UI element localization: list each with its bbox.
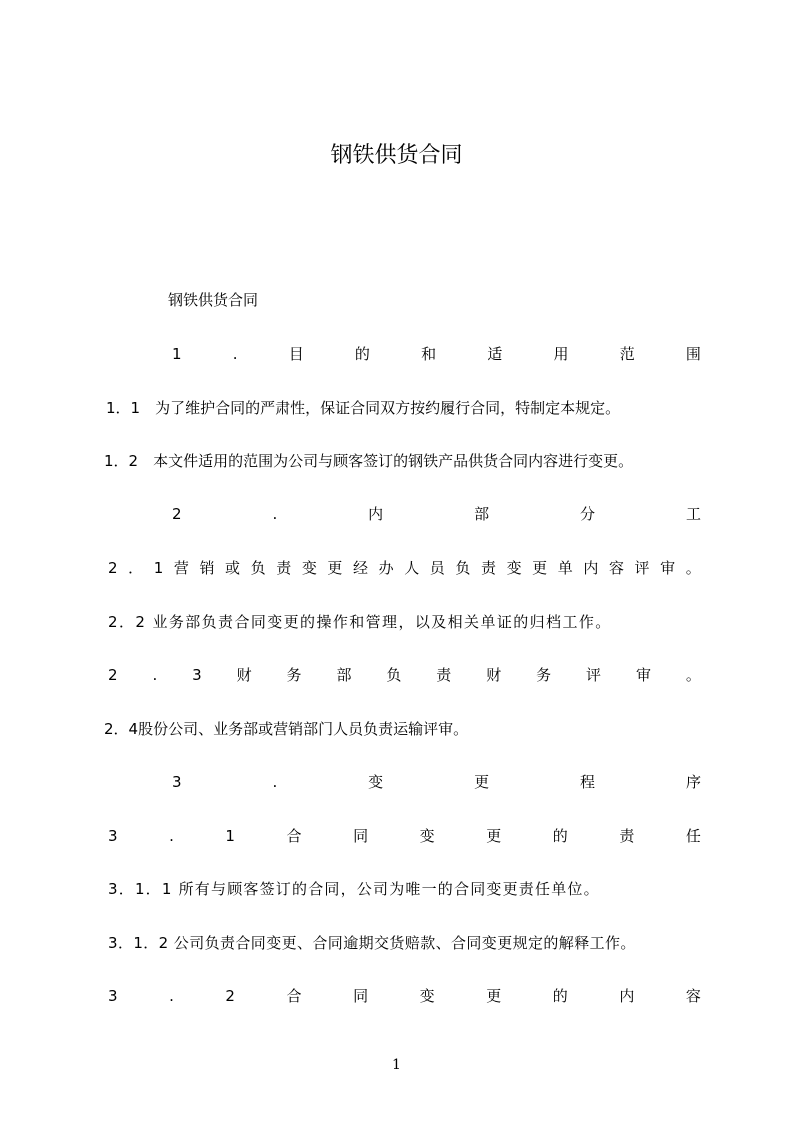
spaced-glyph: 目: [288, 345, 304, 363]
spaced-glyph: 3: [192, 666, 202, 684]
clause-1-1: 1．1 为了维护合同的严肃性，保证合同双方按约履行合同，特制定本规定。: [106, 399, 621, 417]
spaced-glyph: 。: [685, 666, 701, 684]
spaced-glyph: .: [232, 345, 238, 363]
spaced-glyph: 2: [108, 666, 118, 684]
spaced-glyph: 容: [608, 559, 624, 577]
spaced-glyph: 评: [586, 666, 602, 684]
spaced-glyph: 序: [685, 773, 701, 791]
clause-3-1: [108, 825, 701, 847]
spaced-glyph: 部: [336, 666, 352, 684]
spaced-glyph: 负: [250, 559, 266, 577]
spaced-glyph: 合: [286, 827, 302, 845]
spaced-glyph: 营: [173, 559, 189, 577]
spaced-glyph: 变: [419, 987, 435, 1005]
spaced-glyph: 3: [108, 987, 118, 1005]
clause-1-2: 1．2 本文件适用的范围为公司与顾客签订的钢铁产品供货合同内容进行变更。: [104, 452, 634, 470]
spaced-glyph: 的: [354, 345, 370, 363]
spaced-glyph: 工: [685, 505, 701, 523]
spaced-glyph: 务: [536, 666, 552, 684]
spaced-glyph: 责: [619, 827, 635, 845]
spaced-glyph: 围: [685, 345, 701, 363]
spaced-glyph: 责: [276, 559, 292, 577]
spaced-glyph: 部: [474, 505, 490, 523]
clause-2-3: [108, 664, 701, 686]
spaced-glyph: 负: [386, 666, 402, 684]
spaced-glyph: 同: [353, 987, 369, 1005]
spaced-glyph: 容: [685, 987, 701, 1005]
spaced-glyph: 员: [429, 559, 445, 577]
spaced-glyph: 。: [685, 559, 701, 577]
spaced-glyph: 财: [236, 666, 252, 684]
document-title: 钢铁供货合同: [330, 143, 463, 168]
spaced-glyph: 变: [368, 773, 384, 791]
spaced-glyph: 3: [108, 827, 118, 845]
spaced-glyph: .: [272, 505, 278, 523]
spaced-glyph: 单: [557, 559, 573, 577]
spaced-glyph: 负: [455, 559, 471, 577]
spaced-glyph: .: [169, 987, 174, 1005]
spaced-glyph: 合: [286, 987, 302, 1005]
clause-3-2: [108, 985, 701, 1007]
spaced-glyph: .: [152, 666, 158, 684]
spaced-glyph: 责: [436, 666, 452, 684]
spaced-glyph: 内: [583, 559, 599, 577]
spaced-glyph: 更: [532, 559, 548, 577]
document-subtitle: 钢铁供货合同: [168, 291, 259, 309]
clause-2-1: [108, 557, 701, 579]
spaced-glyph: 人: [404, 559, 420, 577]
spaced-glyph: 或: [225, 559, 241, 577]
spaced-glyph: 审: [635, 666, 651, 684]
spaced-glyph: 2: [225, 987, 235, 1005]
section-1-heading: [172, 343, 701, 365]
spaced-glyph: 内: [619, 987, 635, 1005]
spaced-glyph: .: [272, 773, 278, 791]
section-3-heading: [172, 771, 701, 793]
spaced-glyph: 2: [108, 559, 118, 577]
spaced-glyph: 审: [660, 559, 676, 577]
spaced-glyph: 和: [421, 345, 437, 363]
spaced-glyph: 分: [580, 505, 596, 523]
spaced-glyph: 变: [301, 559, 317, 577]
spaced-glyph: 2: [172, 505, 182, 523]
spaced-glyph: 范: [619, 345, 635, 363]
spaced-glyph: 财: [486, 666, 502, 684]
spaced-glyph: 变: [419, 827, 435, 845]
spaced-glyph: 任: [685, 827, 701, 845]
spaced-glyph: 1: [153, 559, 164, 577]
spaced-glyph: 销: [199, 559, 215, 577]
spaced-glyph: .: [169, 827, 174, 845]
spaced-glyph: 程: [580, 773, 596, 791]
spaced-glyph: 责: [480, 559, 496, 577]
spaced-glyph: 用: [553, 345, 569, 363]
spaced-glyph: 1: [172, 345, 182, 363]
spaced-glyph: 更: [327, 559, 343, 577]
spaced-glyph: 适: [487, 345, 503, 363]
spaced-glyph: 的: [552, 827, 568, 845]
page-number: 1: [392, 1057, 401, 1073]
spaced-glyph: 3: [172, 773, 182, 791]
spaced-glyph: 经: [353, 559, 369, 577]
spaced-glyph: 评: [634, 559, 650, 577]
section-2-heading: [172, 503, 701, 525]
spaced-glyph: 的: [552, 987, 568, 1005]
spaced-glyph: 更: [486, 987, 502, 1005]
spaced-glyph: 更: [474, 773, 490, 791]
spaced-glyph: 1: [225, 827, 235, 845]
spaced-glyph: 更: [486, 827, 502, 845]
spaced-glyph: 办: [378, 559, 394, 577]
clause-2-4: 2．4股份公司、业务部或营销部门人员负责运输评审。: [104, 720, 469, 738]
clause-3-1-2: 3．1．2 公司负责合同变更、合同逾期交货赔款、合同变更规定的解释工作。: [108, 934, 636, 952]
clause-2-2: 2．2 业务部负责合同变更的操作和管理，以及相关单证的归档工作。: [108, 613, 612, 631]
spaced-glyph: 务: [286, 666, 302, 684]
spaced-glyph: 内: [368, 505, 384, 523]
spaced-glyph: 变: [506, 559, 522, 577]
spaced-glyph: ．: [128, 559, 144, 577]
clause-3-1-1: 3．1．1 所有与顾客签订的合同，公司为唯一的合同变更责任单位。: [108, 880, 600, 898]
spaced-glyph: 同: [353, 827, 369, 845]
